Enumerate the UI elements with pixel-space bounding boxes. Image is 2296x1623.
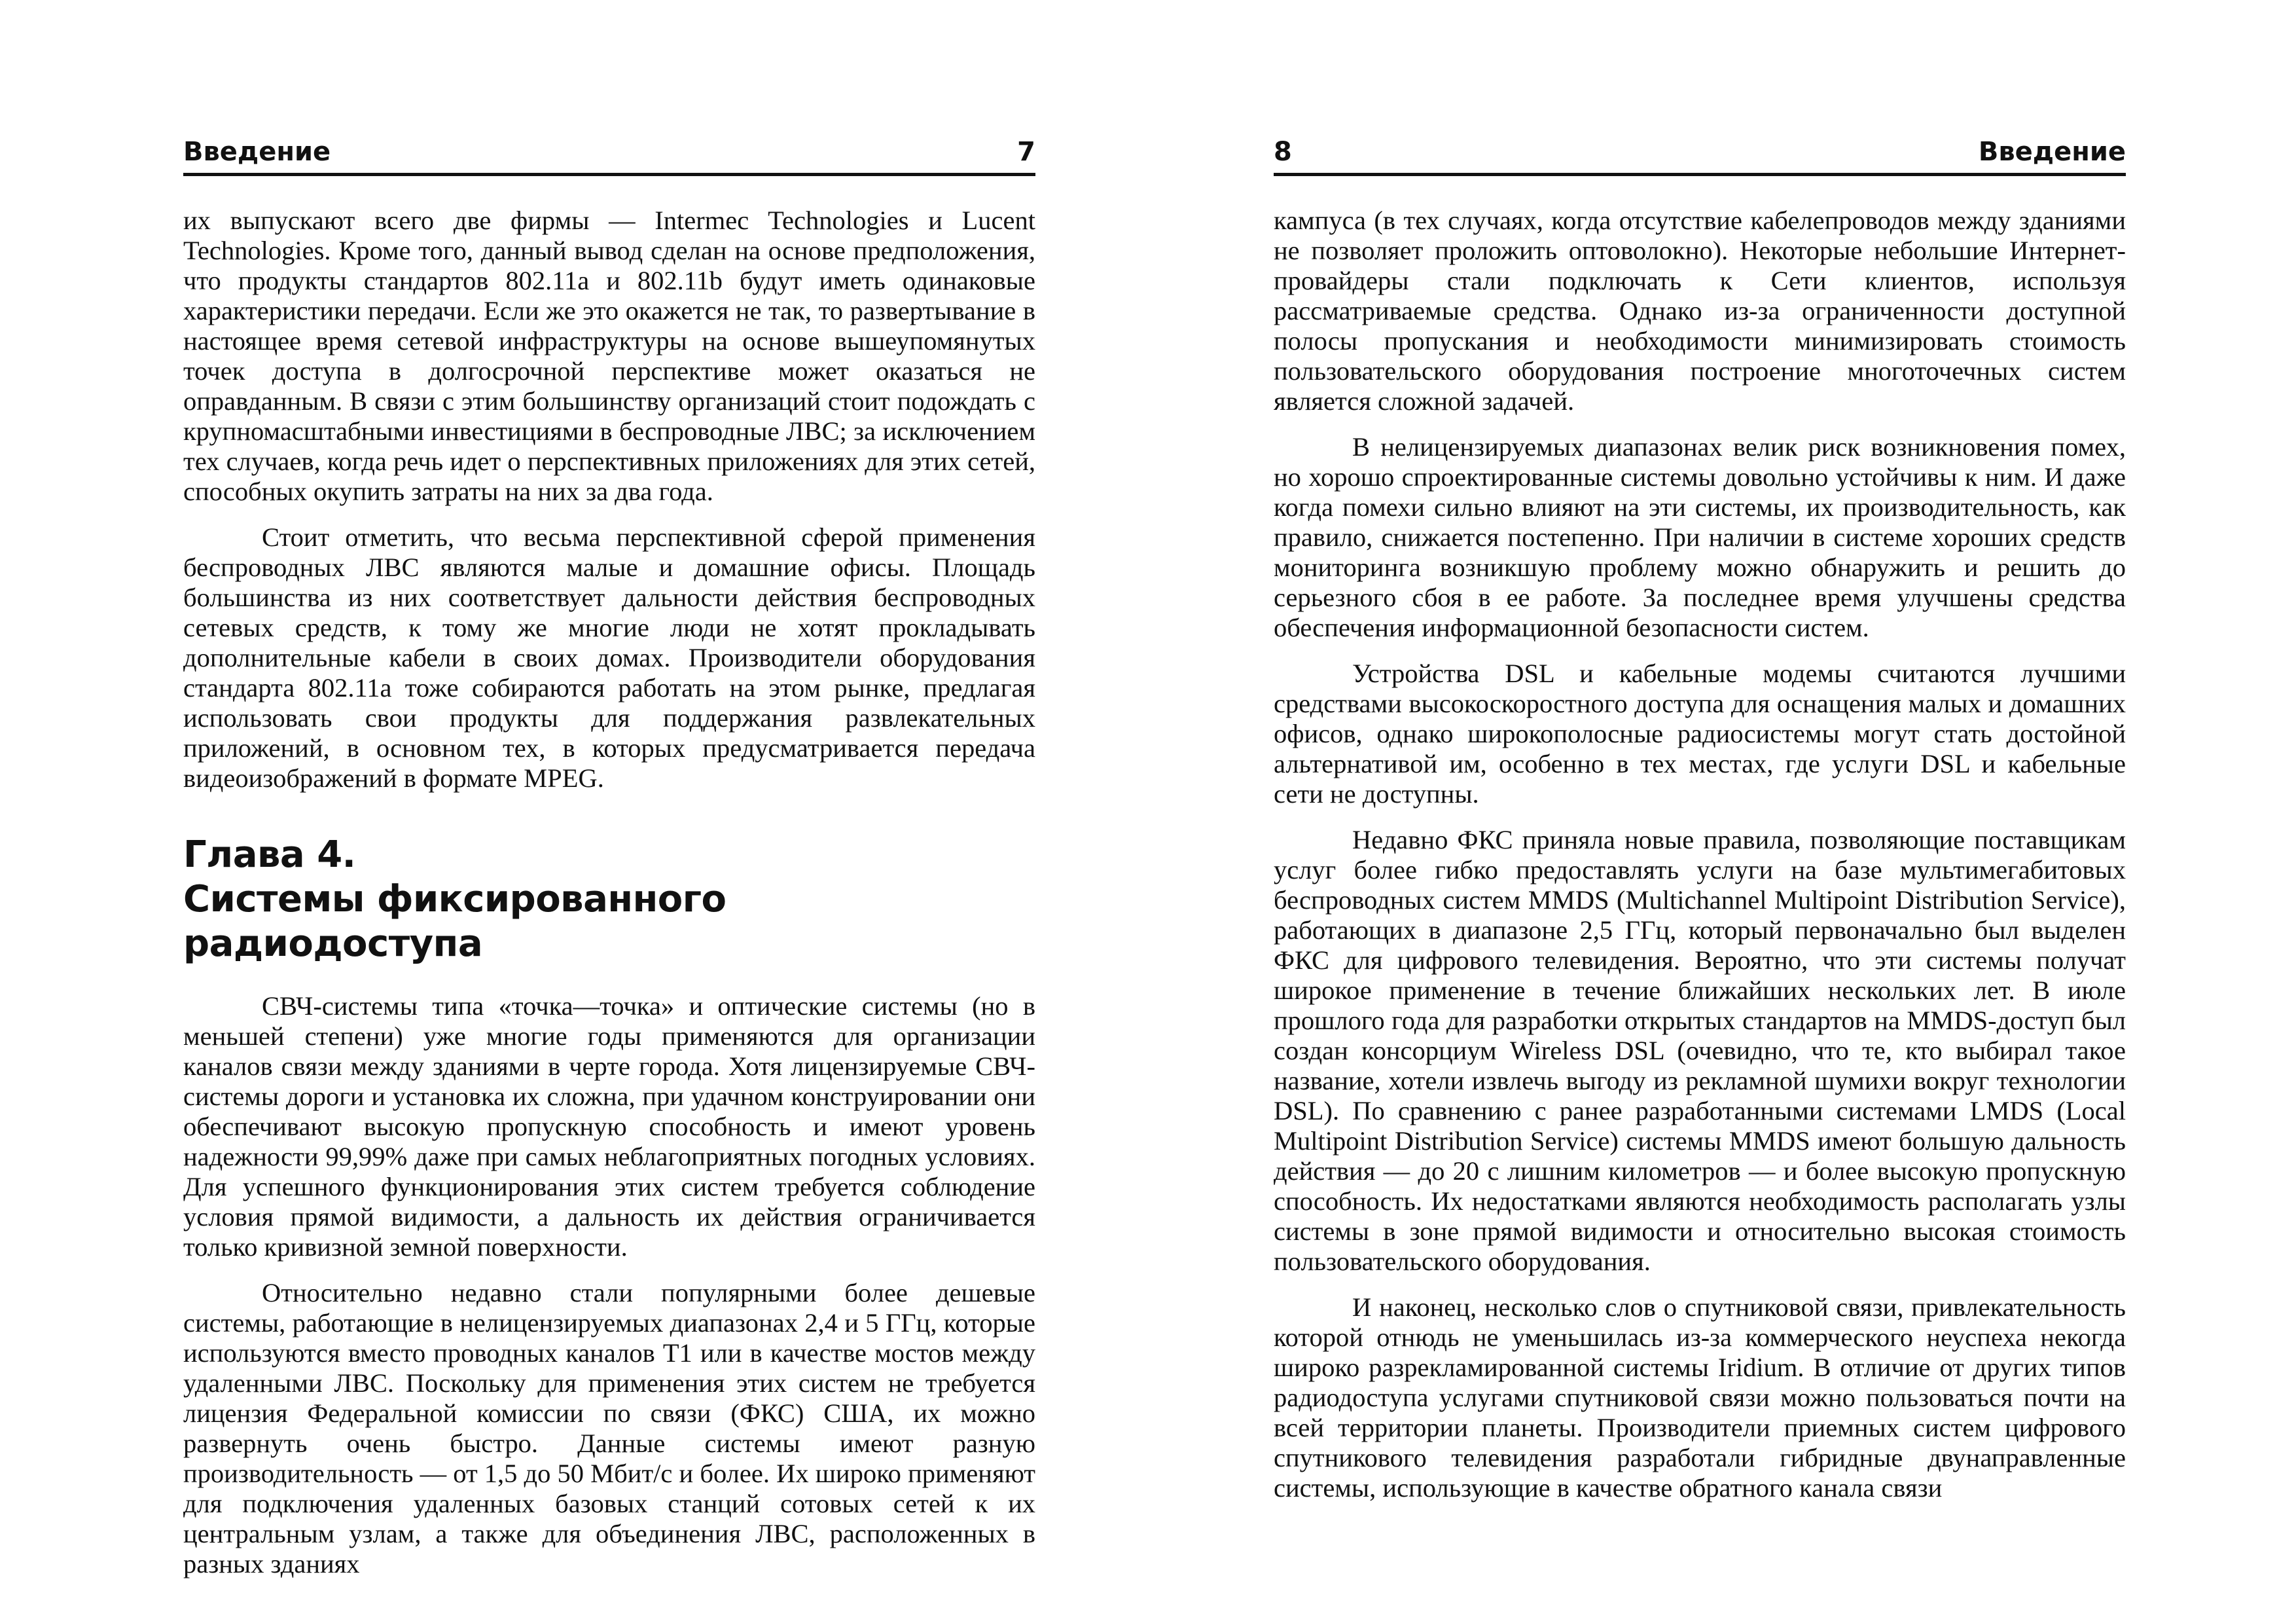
chapter-title: Системы фиксированного радиодоступа bbox=[183, 878, 726, 965]
page-number: 7 bbox=[1017, 137, 1035, 167]
paragraph: кампуса (в тех случаях, когда отсутствие кабелепроводов между зданиями не позволяет проложить оптоволокно). Некоторые небольшие Интернет-провайдеры стали подключать к Сети клиентов, используя рассматриваемые средства. Однако из-за ограниченности доступной полосы пропускания и необходимости минимизировать стоимость пользовательского оборудования построение многоточечных систем является сложной задачей. bbox=[1274, 206, 2126, 416]
paragraph: В нелицензируемых диапазонах велик риск возникновения помех, но хорошо спроектированные системы довольно устойчивы к ним. И даже когда помехи сильно влияют на эти системы, их производительность, как правило, снижается постепенно. При наличии в системе хороших средств мониторинга возникшую проблему можно обнаружить и решить до серьезного сбоя в ее работе. За последнее время улучшены средства обеспечения информационной безопасности систем. bbox=[1274, 432, 2126, 642]
paragraph: И наконец, несколько слов о спутниковой связи, привлекательность которой отнюдь не уменьшилась из-за коммерческого неуспеха некогда широко разрекламированной системы Iridium. В отличие от других типов радиодоступа услугами спутниковой связи можно пользоваться почти на всей территории планеты. Производители приемных систем цифрового спутникового телевидения разработали гибридные двунаправленные системы, использующие в качестве обратного канала связи bbox=[1274, 1292, 2126, 1503]
right-page bbox=[1148, 0, 2296, 1623]
paragraph: Устройства DSL и кабельные модемы считаются лучшими средствами высокоскоростного доступа для оснащения малых и домашних офисов, однако широкополосные радиосистемы могут стать достойной альтернативой им, особенно в тех местах, где услуги DSL и кабельные сети не доступны. bbox=[1274, 659, 2126, 809]
page-number: 8 bbox=[1274, 137, 1292, 167]
paragraph: их выпускают всего две фирмы — Intermec Technologies и Lucent Technologies. Кроме того, данный вывод сделан на основе предположения, что продукты стандартов 802.11a и 802.11b будут иметь одинаковые характеристики передачи. Если же это окажется не так, то развертывание в настоящее время сетевой инфраструктуры на основе вышеупомянутых точек доступа в долгосрочной перспективе может оказаться не оправданным. В связи с этим большинству организаций стоит подождать с крупномасштабными инвестициями в беспроводные ЛВС; за исключением тех случаев, когда речь идет о перспективных приложениях для этих сетей, способных окупить затраты на них за два года. bbox=[183, 206, 1035, 506]
header-title: Введение bbox=[1978, 137, 2126, 167]
paragraph: Недавно ФКС приняла новые правила, позволяющие поставщикам услуг более гибко предоставлять услуги на базе мультимегабитовых беспроводных систем MMDS (Multichannel Multipoint Distribution Service), работающих в диапазоне 2,5 ГГц, который первоначально был выделен ФКС для цифрового телевидения. Вероятно, что эти системы получат широкое применение в течение ближайших нескольких лет. В июле прошлого года для разработки открытых стандартов на MMDS-доступ был создан консорциум Wireless DSL (очевидно, что те, кто выбирал такое название, хотели извлечь выгоду из рекламной шумихи вокруг технологии DSL). По сравнению с ранее разработанными системами LMDS (Local Multipoint Distribution Service) системы MMDS имеют большую дальность действия — до 20 с лишним километров — и более высокую пропускную способность. Их недостатками являются необходимость располагать узлы системы в зоне прямой видимости и относительно высокая стоимость пользовательского оборудования. bbox=[1274, 825, 2126, 1276]
chapter-number: Глава 4. bbox=[183, 833, 356, 876]
page-body bbox=[183, 206, 1035, 1595]
paragraph: Стоит отметить, что весьма перспективной сферой применения беспроводных ЛВС являются малые и домашние офисы. Площадь большинства из них соответствует дальности действия беспроводных сетевых средств, к тому же многие люди не хотят прокладывать дополнительные кабели в своих домах. Производители оборудования стандарта 802.11a тоже собираются работать на этом рынке, предлагая использовать свои продукты для поддержания развлекательных приложений, в основном тех, в которых предусматривается передача видеоизображений в формате MPEG. bbox=[183, 522, 1035, 793]
paragraph: СВЧ-системы типа «точка—точка» и оптические системы (но в меньшей степени) уже многие годы применяются для организации каналов связи между зданиями в черте города. Хотя лицензируемые СВЧ-системы дороги и установка их сложна, при удачном конструировании они обеспечивают высокую пропускную способность и имеют уровень надежности 99,99% даже при самых неблагоприятных погодных условиях. Для успешного функционирования этих систем требуется соблюдение условия прямой видимости, а дальность их действия ограничивается только кривизной земной поверхности. bbox=[183, 991, 1035, 1262]
page-body bbox=[1274, 206, 2126, 1519]
running-header bbox=[1274, 131, 2126, 176]
header-title: Введение bbox=[183, 137, 331, 167]
chapter-heading bbox=[183, 833, 1035, 966]
running-header bbox=[183, 131, 1035, 176]
paragraph: Относительно недавно стали популярными более дешевые системы, работающие в нелицензируемых диапазонах 2,4 и 5 ГГц, которые используются вместо проводных каналов T1 или в качестве мостов между удаленными ЛВС. Поскольку для применения этих систем не требуется лицензия Федеральной комиссии по связи (ФКС) США, их можно развернуть очень быстро. Данные системы имеют разную производительность — от 1,5 до 50 Мбит/с и более. Их широко применяют для подключения удаленных базовых станций сотовых сетей к их центральным узлам, а также для объединения ЛВС, расположенных в разных зданиях bbox=[183, 1278, 1035, 1578]
